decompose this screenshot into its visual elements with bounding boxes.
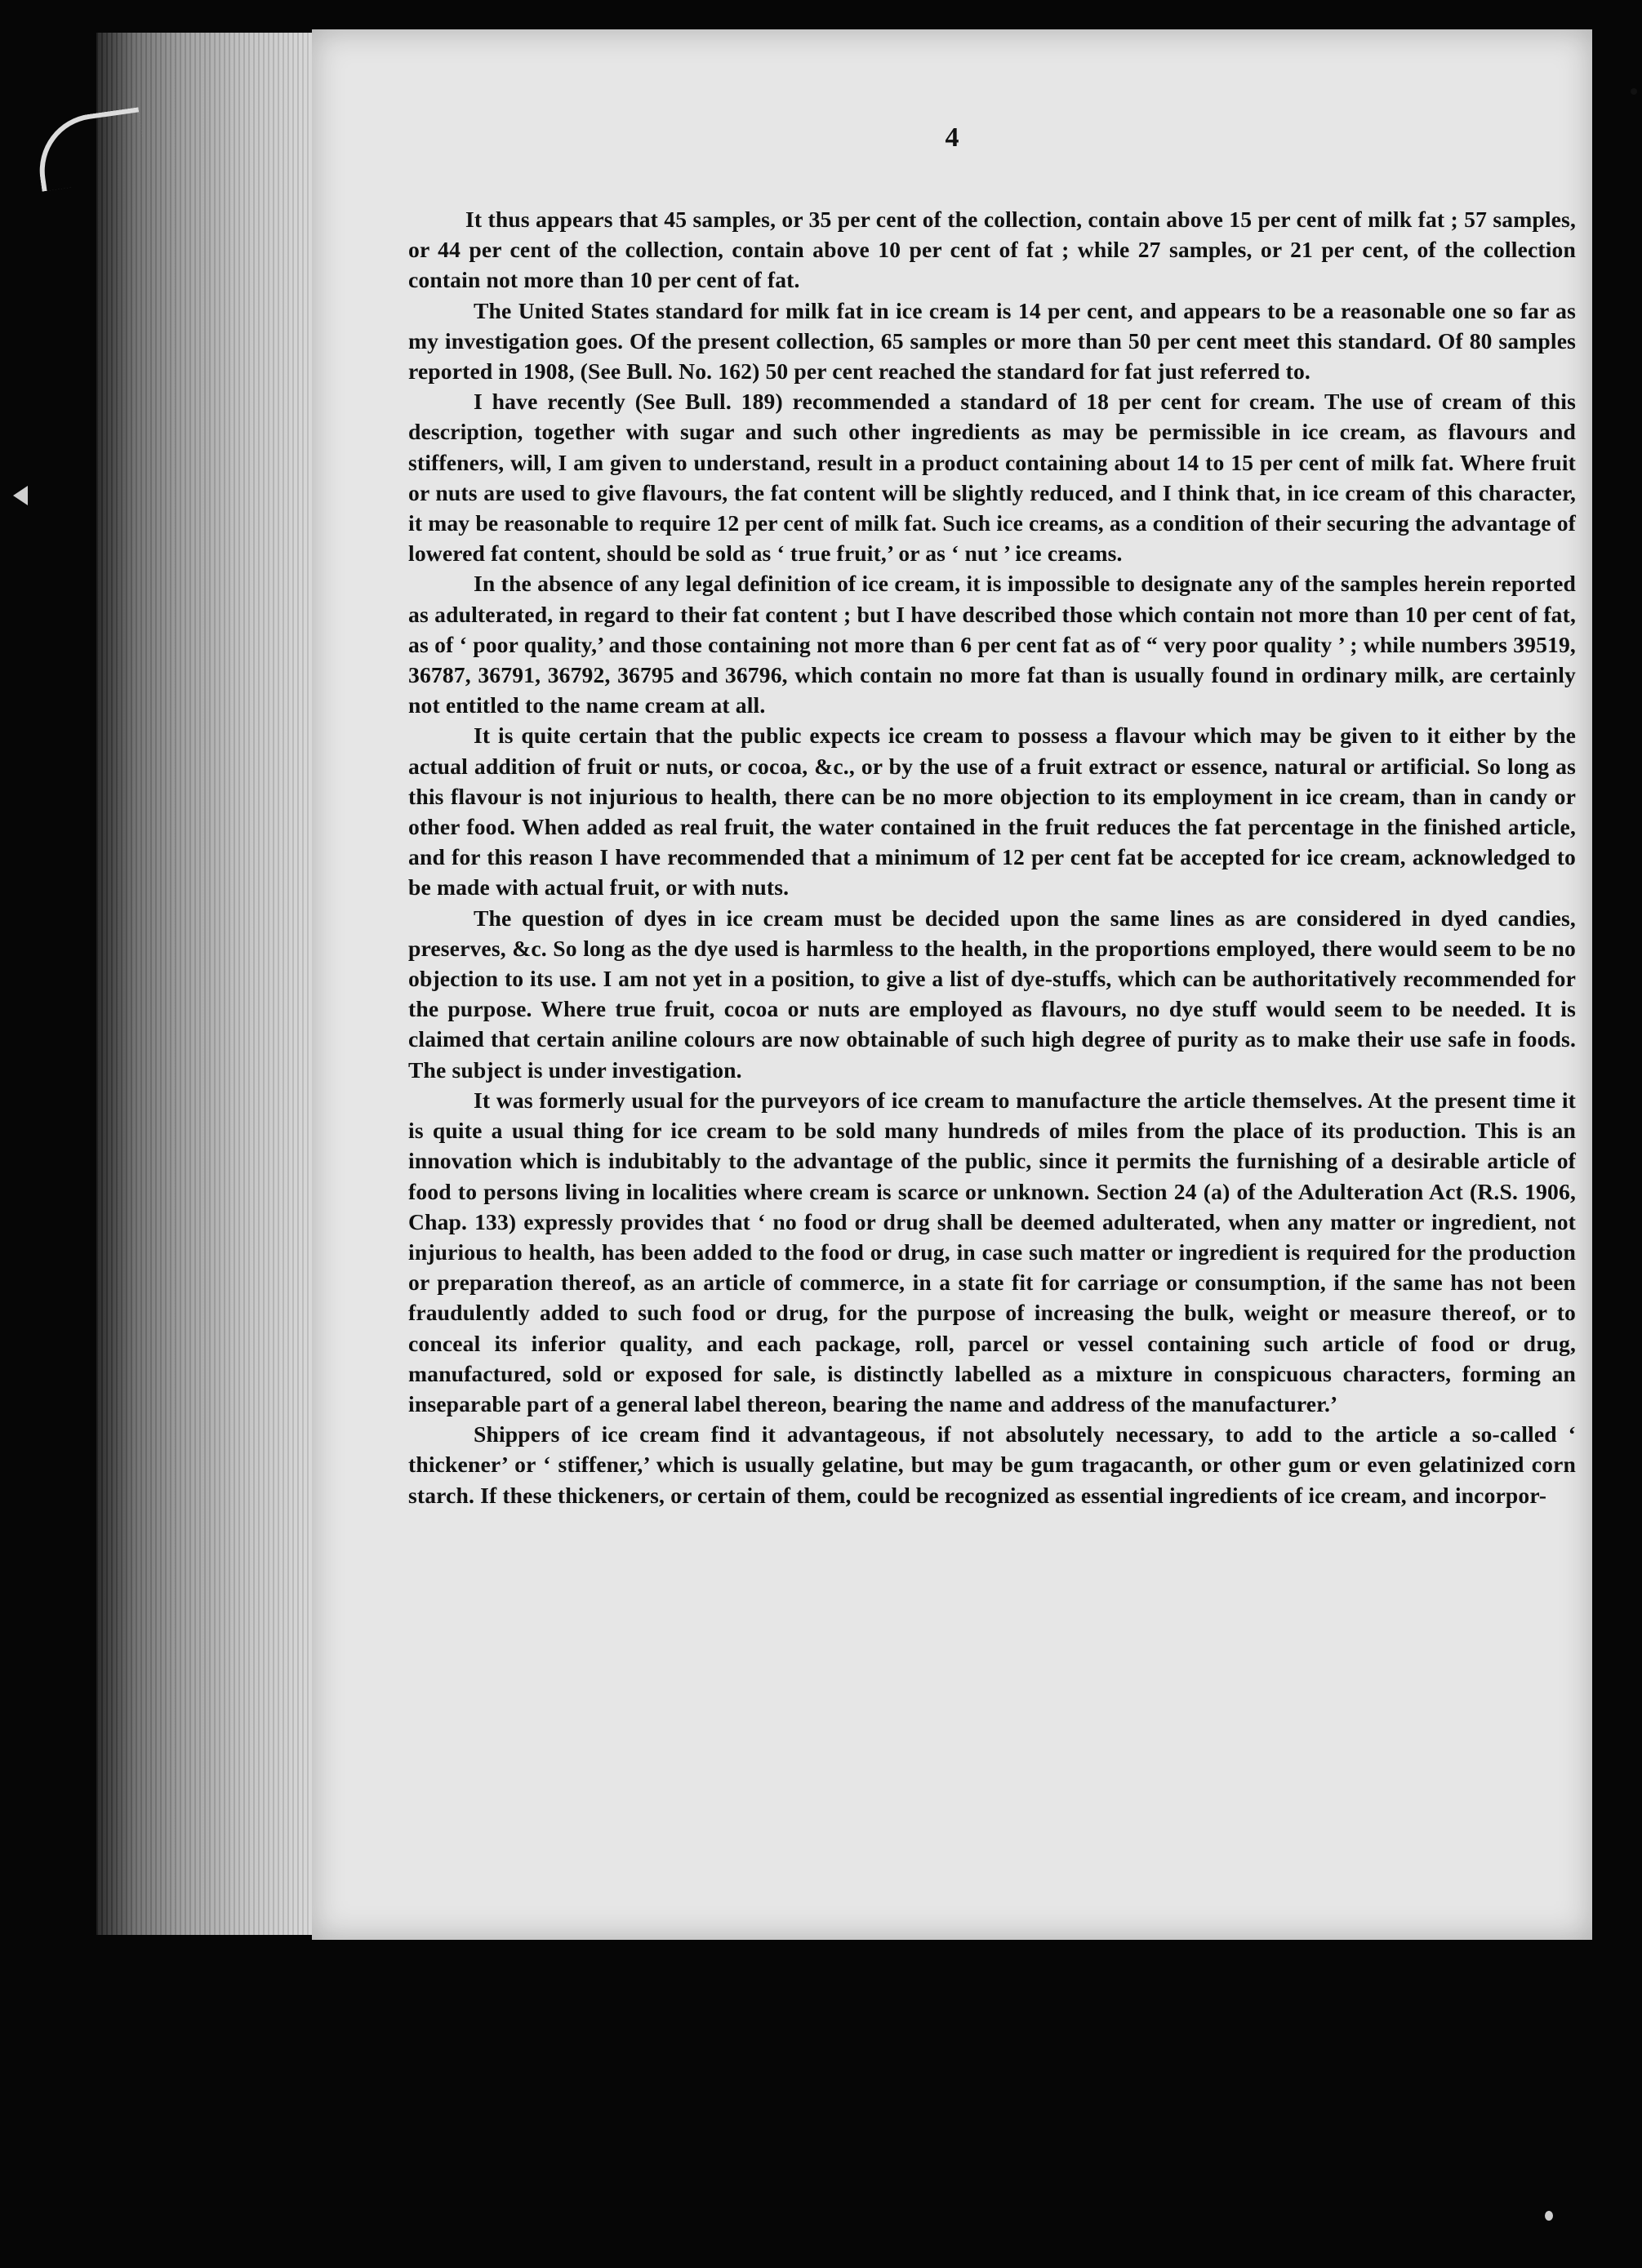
speck-mark	[1631, 88, 1637, 95]
paragraph: It thus appears that 45 samples, or 35 per cent of the collection, contain above 15 per cent of milk fat ; 57 samples, or 44 per cent of the collection, contain above 10 per cent of fat ; while 27 samples, or 21 per cent, of the collection contain not more than 10 per cent of fat.	[408, 207, 1576, 293]
paragraph: I have recently (See Bull. 189) recommended a standard of 18 per cent for cream. The use of cream of this description, together with sugar and such other ingredients as may be permissible in ice cream, as flavours and stiffeners, will, I am given to understand, result in a product containing about 14 to 15 per cent of milk fat. Where fruit or nuts are used to give flavours, the fat content will be slightly reduced, and I think that, in ice cream of this character, it may be reasonable to require 12 per cent of milk fat. Such ice creams, as a condition of their securing the advantage of lowered fat content, should be sold as ‘ true fruit,’ or as ‘ nut ’ ice creams.	[408, 389, 1576, 567]
corner-speck-mark	[1545, 2211, 1553, 2221]
book-page-edges	[96, 33, 317, 1935]
page-number: 4	[945, 122, 959, 153]
paragraph: Shippers of ice cream find it advantageous, if not absolutely necessary, to add to the article a so-called ‘ thickener’ or ‘ stiffener,’ which is usually gelatine, but may be gum tragacanth, or other gum or even gelatinized corn starch. If these thickeners, or certain of them, could be recognized as essential ingredients of ice cream, and incorpor-	[408, 1421, 1576, 1508]
paragraph: It was formerly usual for the purveyors of ice cream to manufacture the article themselves. At the present time it is quite a usual thing for ice cream to be sold many hundreds of miles from the place of its production. This is an innovation which is indubitably to the advantage of the public, since it permits the furnishing of a desirable article of food to persons living in localities where cream is scarce or unknown. Section 24 (a) of the Adulteration Act (R.S. 1906, Chap. 133) expressly provides that ‘ no food or drug shall be deemed adulterated, when any matter or ingredient, not injurious to health, has been added to the food or drug, in case such matter or ingredient is required for the production or preparation thereof, as an article of commerce, in a state fit for carriage or consumption, if the same has not been fraudulently added to such food or drug, for the purpose of increasing the bulk, weight or measure thereof, or to conceal its inferior quality, and each package, roll, parcel or vessel containing such article of food or drug, manufactured, sold or exposed for sale, is distinctly labelled as a mixture in conspicuous characters, forming an inseparable part of a general label thereon, bearing the name and address of the manufacturer.’	[408, 1087, 1576, 1416]
scan-margin-mark	[13, 486, 28, 505]
paragraph: The United States standard for milk fat in ice cream is 14 per cent, and appears to be a reasonable one so far as my investigation goes. Of the present collection, 65 samples or more than 50 per cent meet this standard. Of 80 samples reported in 1908, (See Bull. No. 162) 50 per cent reached the standard for fat just referred to.	[408, 297, 1576, 385]
paragraph: The question of dyes in ice cream must be decided upon the same lines as are considered in dyed candies, preserves, &c. So long as the dye used is harmless to the health, in the proportions employed, there would seem to be no objection to its use. I am not yet in a position, to give a list of dye-stuffs, which can be authoritatively recommended for the purpose. Where true fruit, cocoa or nuts are employed as flavours, no dye stuff would seem to be needed. It is claimed that certain aniline colours are now obtainable of such high degree of purity as to make their use safe in foods. The subject is under investigation.	[408, 905, 1576, 1083]
body-text	[408, 204, 1576, 1510]
paragraph: In the absence of any legal definition of ice cream, it is impossible to designate any of the samples herein reported as adulterated, in regard to their fat content ; but I have described those which contain not more than 10 per cent of fat, as of ‘ poor quality,’ and those containing not more than 6 per cent fat as of “ very poor quality ’ ; while numbers 39519, 36787, 36791, 36792, 36795 and 36796, which contain no more fat than is usually found in ordinary milk, are certainly not entitled to the name cream at all.	[408, 571, 1576, 718]
paper-clip-mark	[33, 107, 149, 191]
paragraph: It is quite certain that the public expects ice cream to possess a flavour which may be given to it either by the actual addition of fruit or nuts, or cocoa, &c., or by the use of a fruit extract or essence, natural or artificial. So long as this flavour is not injurious to health, there can be no more objection to its employment in ice cream, than in candy or other food. When added as real fruit, the water contained in the fruit reduces the fat percentage in the finished article, and for this reason I have recommended that a minimum of 12 per cent fat be accepted for ice cream, acknowledged to be made with actual fruit, or with nuts.	[408, 723, 1576, 901]
